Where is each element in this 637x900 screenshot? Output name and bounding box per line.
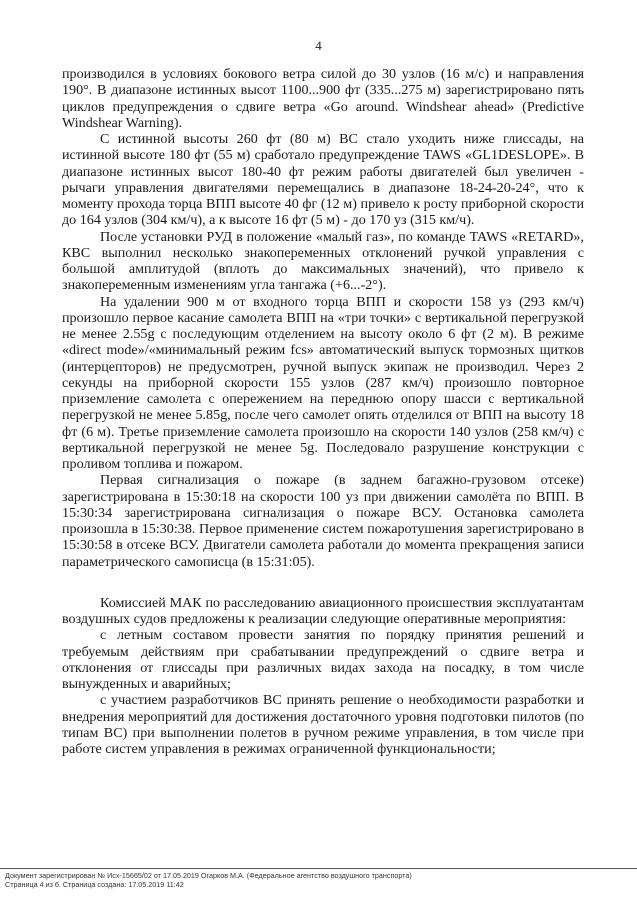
paragraph-gap bbox=[62, 570, 584, 595]
paragraph-commission: Комиссией МАК по расследованию авиационного происшествия эксплуатантам воздушных судов предложены к реализации следующие оперативные мероприятия: bbox=[62, 594, 584, 627]
page-number: 4 bbox=[315, 38, 322, 53]
registration-footer bbox=[5, 871, 635, 889]
paragraph-continuation: производился в условиях бокового ветра силой до 30 узлов (16 м/с) и направления 190°. В диапазоне истинных высот 1100...900 фт (335...275 м) зарегистрировано пять циклов предупреждения о сдвиге ветра «Go around. Windshear ahead» (Predictive Windshear Warning). bbox=[62, 66, 584, 131]
paragraph-measure-1: с летным составом провести занятия по порядку принятия решений и требуемым действиям при срабатывании предупреждений о сдвиге ветра и отклонения от глиссады при различных видах захода на посадку, в том числе вынужденных и аварийных; bbox=[62, 627, 584, 692]
paragraph-fire: Первая сигнализация о пожаре (в заднем багажно-грузовом отсеке) зарегистрирована в 15:30:18 на скорости 100 уз при движении самолёта по ВПП. В 15:30:34 зарегистрирована сигнализация о пожаре ВСУ. Остановка самолета произошла в 15:30:38. Первое применение систем пожаротушения зарегистрировано в 15:30:58 в отсеке ВСУ. Двигатели самолета работали до момента прекращения записи параметрического самописца (в 15:31:05). bbox=[62, 472, 584, 570]
footer-divider bbox=[0, 868, 637, 869]
paragraph-measure-2: с участием разработчиков ВС принять решение о необходимости разработки и внедрения мероприятий для достижения достаточного уровня подготовки пилотов (по типам ВС) при выполнении полетов в ручном режиме управления, в том числе при работе систем управления в режимах ограниченной функциональности; bbox=[62, 692, 584, 757]
document-body bbox=[62, 66, 584, 757]
footer-page-info-line: Страница 4 из 6. Страница создана: 17.05.2019 11:42 bbox=[5, 880, 184, 889]
footer-registration-line: Документ зарегистрирован № Исх-15665/02 от 17.05.2019 Огарков М.А. (Федеральное агентство воздушного транспорта) bbox=[5, 871, 412, 880]
paragraph-glideslope: С истинной высоты 260 фт (80 м) ВС стало уходить ниже глиссады, на истинной высоте 180 фт (55 м) сработало предупреждение TAWS «GL1DESLOPE». В диапазоне истинных высот 180-40 фт режим работы двигателей был увеличен - рычаги управления двигателями перемещались в диапазоне 18-24-20-24°, что к моменту прохода торца ВПП высоте 40 фг (12 м) привело к росту приборной скорости до 164 узлов (304 км/ч), а к высоте 16 фт (5 м) - до 170 уз (315 км/ч). bbox=[62, 131, 584, 229]
paragraph-retard: После установки РУД в положение «малый газ», по команде TAWS «RETARD», КВС выполнил несколько знакопеременных отклонений ручкой управления с большой амплитудой (вплоть до максимальных значений), что привело к знакопеременным изменениям угла тангажа (+6...-2°). bbox=[62, 228, 584, 294]
paragraph-touchdown: На удалении 900 м от входного торца ВПП и скорости 158 уз (293 км/ч) произошло первое касание самолета ВПП на «три точки» с вертикальной перегрузкой не менее 2.55g с последующим отделением на высоту около 6 фт (2 м). В режиме «direct mode»/«минимальный режим fcs» автоматический выпуск тормозных щитков (интерцепторов) не предусмотрен, ручной выпуск экипаж не производил. Через 2 секунды на приборной скорости 155 узлов (287 км/ч) произошло повторное приземление самолета с опережением на переднюю опору шасси с вертикальной перегрузкой не менее 5.85g, после чего самолет опять отделился от ВПП на высоту 18 фт (6 м). Третье приземление самолета произошло на скорости 140 узлов (258 км/ч) с вертикальной перегрузкой не менее 5g. Последовало разрушение конструкции с проливом топлива и пожаром. bbox=[62, 293, 584, 472]
